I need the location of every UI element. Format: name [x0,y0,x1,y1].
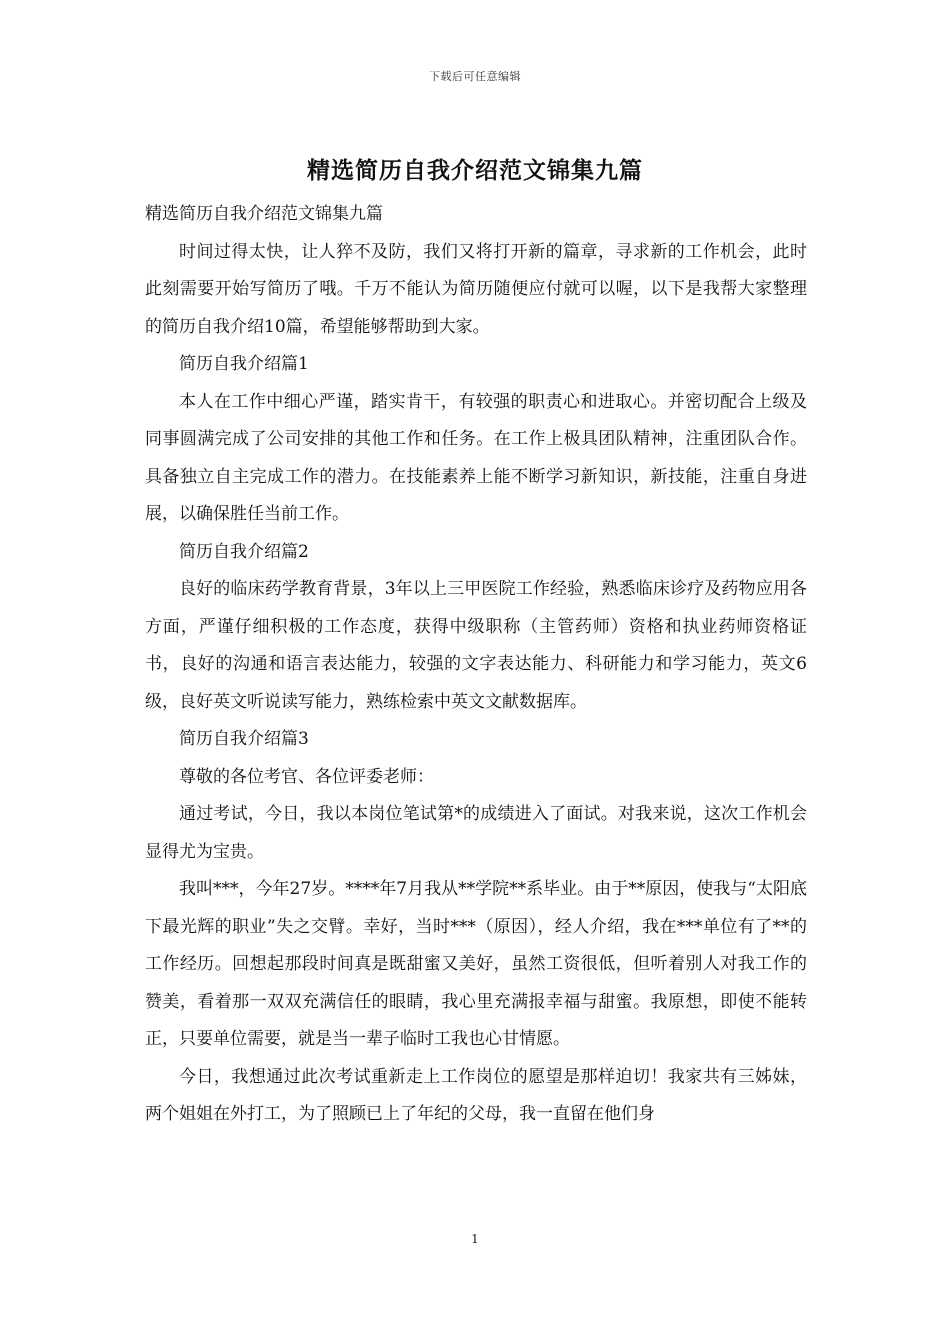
header-note: 下载后可任意编辑 [429,70,521,83]
section-2-paragraph: 良好的临床药学教育背景，3年以上三甲医院工作经验，熟悉临床诊疗及药物应用各方面，严谨仔细积极的工作态度，获得中级职称（主管药师）资格和执业药师资格证书，良好的沟通和语言表达能力，较强的文字表达能力、科研能力和学习能力，英文6级，良好英文听说读写能力，熟练检索中英文文献数据库。 [145,579,807,712]
section-heading-3: 简历自我介绍篇3 [179,729,309,749]
document-title: 精选简历自我介绍范文锦集九篇 [307,157,643,184]
section-heading-1: 简历自我介绍篇1 [179,354,309,374]
subtitle-line: 精选简历自我介绍范文锦集九篇 [145,204,383,224]
document-body [145,196,807,1134]
section-1-paragraph: 本人在工作中细心严谨，踏实肯干，有较强的职责心和进取心。并密切配合上级及同事圆满完成了公司安排的其他工作和任务。在工作上极具团队精神，注重团队合作。具备独立自主完成工作的潜力。在技能素养上能不断学习新知识，新技能，注重自身进展，以确保胜任当前工作。 [145,391,807,524]
intro-paragraph: 时间过得太快，让人猝不及防，我们又将打开新的篇章，寻求新的工作机会，此时此刻需要开始写简历了哦。千万不能认为简历随便应付就可以喔，以下是我帮大家整理的简历自我介绍10篇，希望能够帮助到大家。 [145,241,807,337]
page-number: 1 [471,1232,479,1246]
section-3-paragraph-1: 通过考试，今日，我以本岗位笔试第*的成绩进入了面试。对我来说，这次工作机会显得尤为宝贵。 [145,804,807,862]
salutation: 尊敬的各位考官、各位评委老师： [179,766,434,787]
section-3-paragraph-3: 今日，我想通过此次考试重新走上工作岗位的愿望是那样迫切！我家共有三姊妹，两个姐姐在外打工，为了照顾已上了年纪的父母，我一直留在他们身 [145,1066,807,1124]
section-heading-2: 简历自我介绍篇2 [179,541,309,562]
section-3-paragraph-2: 我叫***，今年27岁。****年7月我从**学院**系毕业。由于**原因，使我与“太阳底下最光辉的职业”失之交臂。幸好，当时***（原因），经人介绍，我在***单位有了**的工作经历。回想起那段时间真是既甜蜜又美好，虽然工资很低，但听着别人对我工作的赞美，看着那一双双充满信任的眼睛，我心里充满报幸福与甜蜜。我原想，即使不能转正，只要单位需要，就是当一辈子临时工我也心甘情愿。 [145,879,807,1049]
